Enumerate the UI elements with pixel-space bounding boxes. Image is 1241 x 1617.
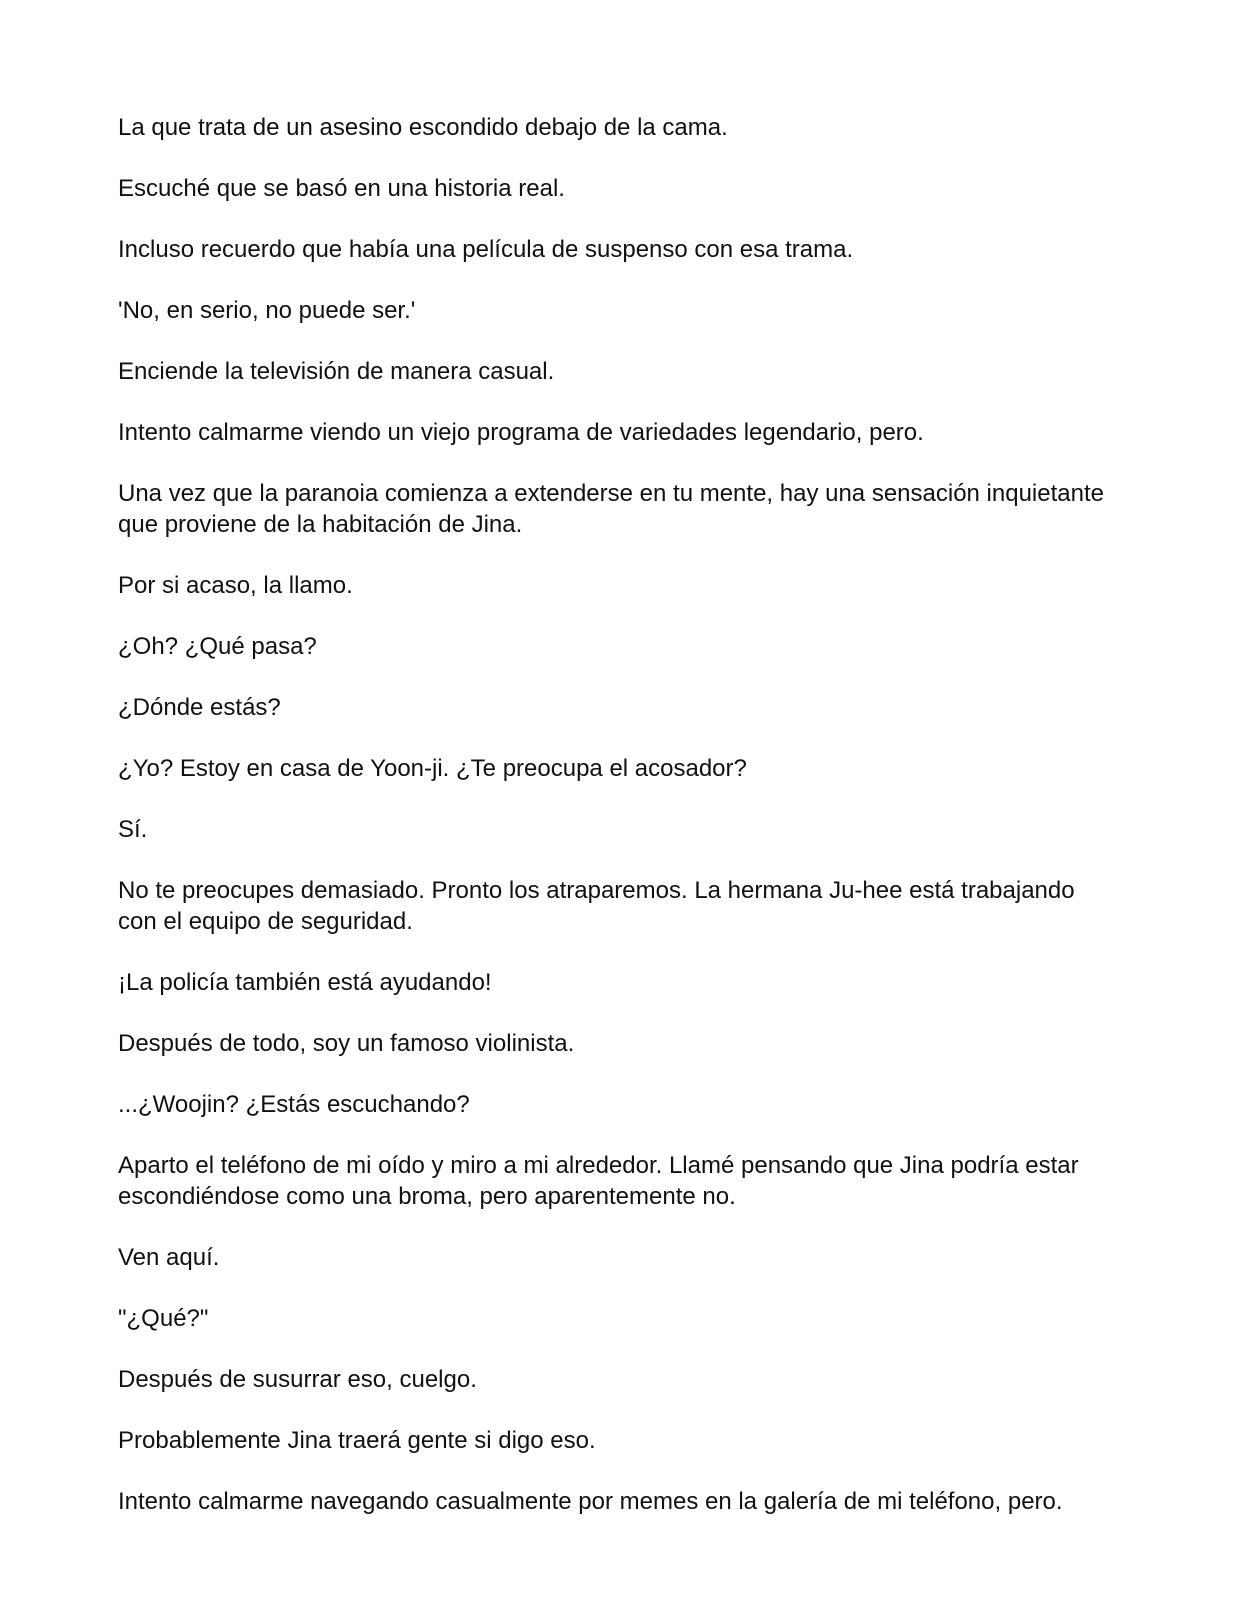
paragraph: Después de todo, soy un famoso violinista. [118,1030,575,1057]
paragraph: ¿Dónde estás? [118,694,281,721]
paragraph: "¿Qué?" [118,1305,209,1332]
paragraph: Aparto el teléfono de mi oído y miro a mi alrededor. Llamé pensando que Jina podría estar escondiéndose como una broma, pero aparentemente no. [118,1152,1079,1210]
paragraph: Después de susurrar eso, cuelgo. [118,1366,477,1393]
paragraph: Enciende la televisión de manera casual. [118,358,555,385]
paragraph: ¿Oh? ¿Qué pasa? [118,633,317,660]
paragraph: ¡La policía también está ayudando! [118,969,492,996]
paragraph: No te preocupes demasiado. Pronto los atraparemos. La hermana Ju-hee está trabajando con el equipo de seguridad. [118,877,1075,935]
paragraph: Sí. [118,816,148,843]
paragraph: Una vez que la paranoia comienza a extenderse en tu mente, hay una sensación inquietante que proviene de la habitación de Jina. [118,480,1104,538]
paragraph: 'No, en serio, no puede ser.' [118,297,416,324]
paragraph: Por si acaso, la llamo. [118,572,353,599]
document-page [118,112,1118,1547]
paragraph: Escuché que se basó en una historia real. [118,175,565,202]
paragraph: ¿Yo? Estoy en casa de Yoon-ji. ¿Te preocupa el acosador? [118,755,747,782]
paragraph: Probablemente Jina traerá gente si digo eso. [118,1427,596,1454]
paragraph: ...¿Woojin? ¿Estás escuchando? [118,1091,470,1118]
paragraph: Intento calmarme viendo un viejo programa de variedades legendario, pero. [118,419,924,446]
paragraph: Incluso recuerdo que había una película de suspenso con esa trama. [118,236,854,263]
paragraph: Ven aquí. [118,1244,220,1271]
paragraph: La que trata de un asesino escondido debajo de la cama. [118,114,728,141]
paragraph: Intento calmarme navegando casualmente por memes en la galería de mi teléfono, pero. [118,1488,1063,1515]
